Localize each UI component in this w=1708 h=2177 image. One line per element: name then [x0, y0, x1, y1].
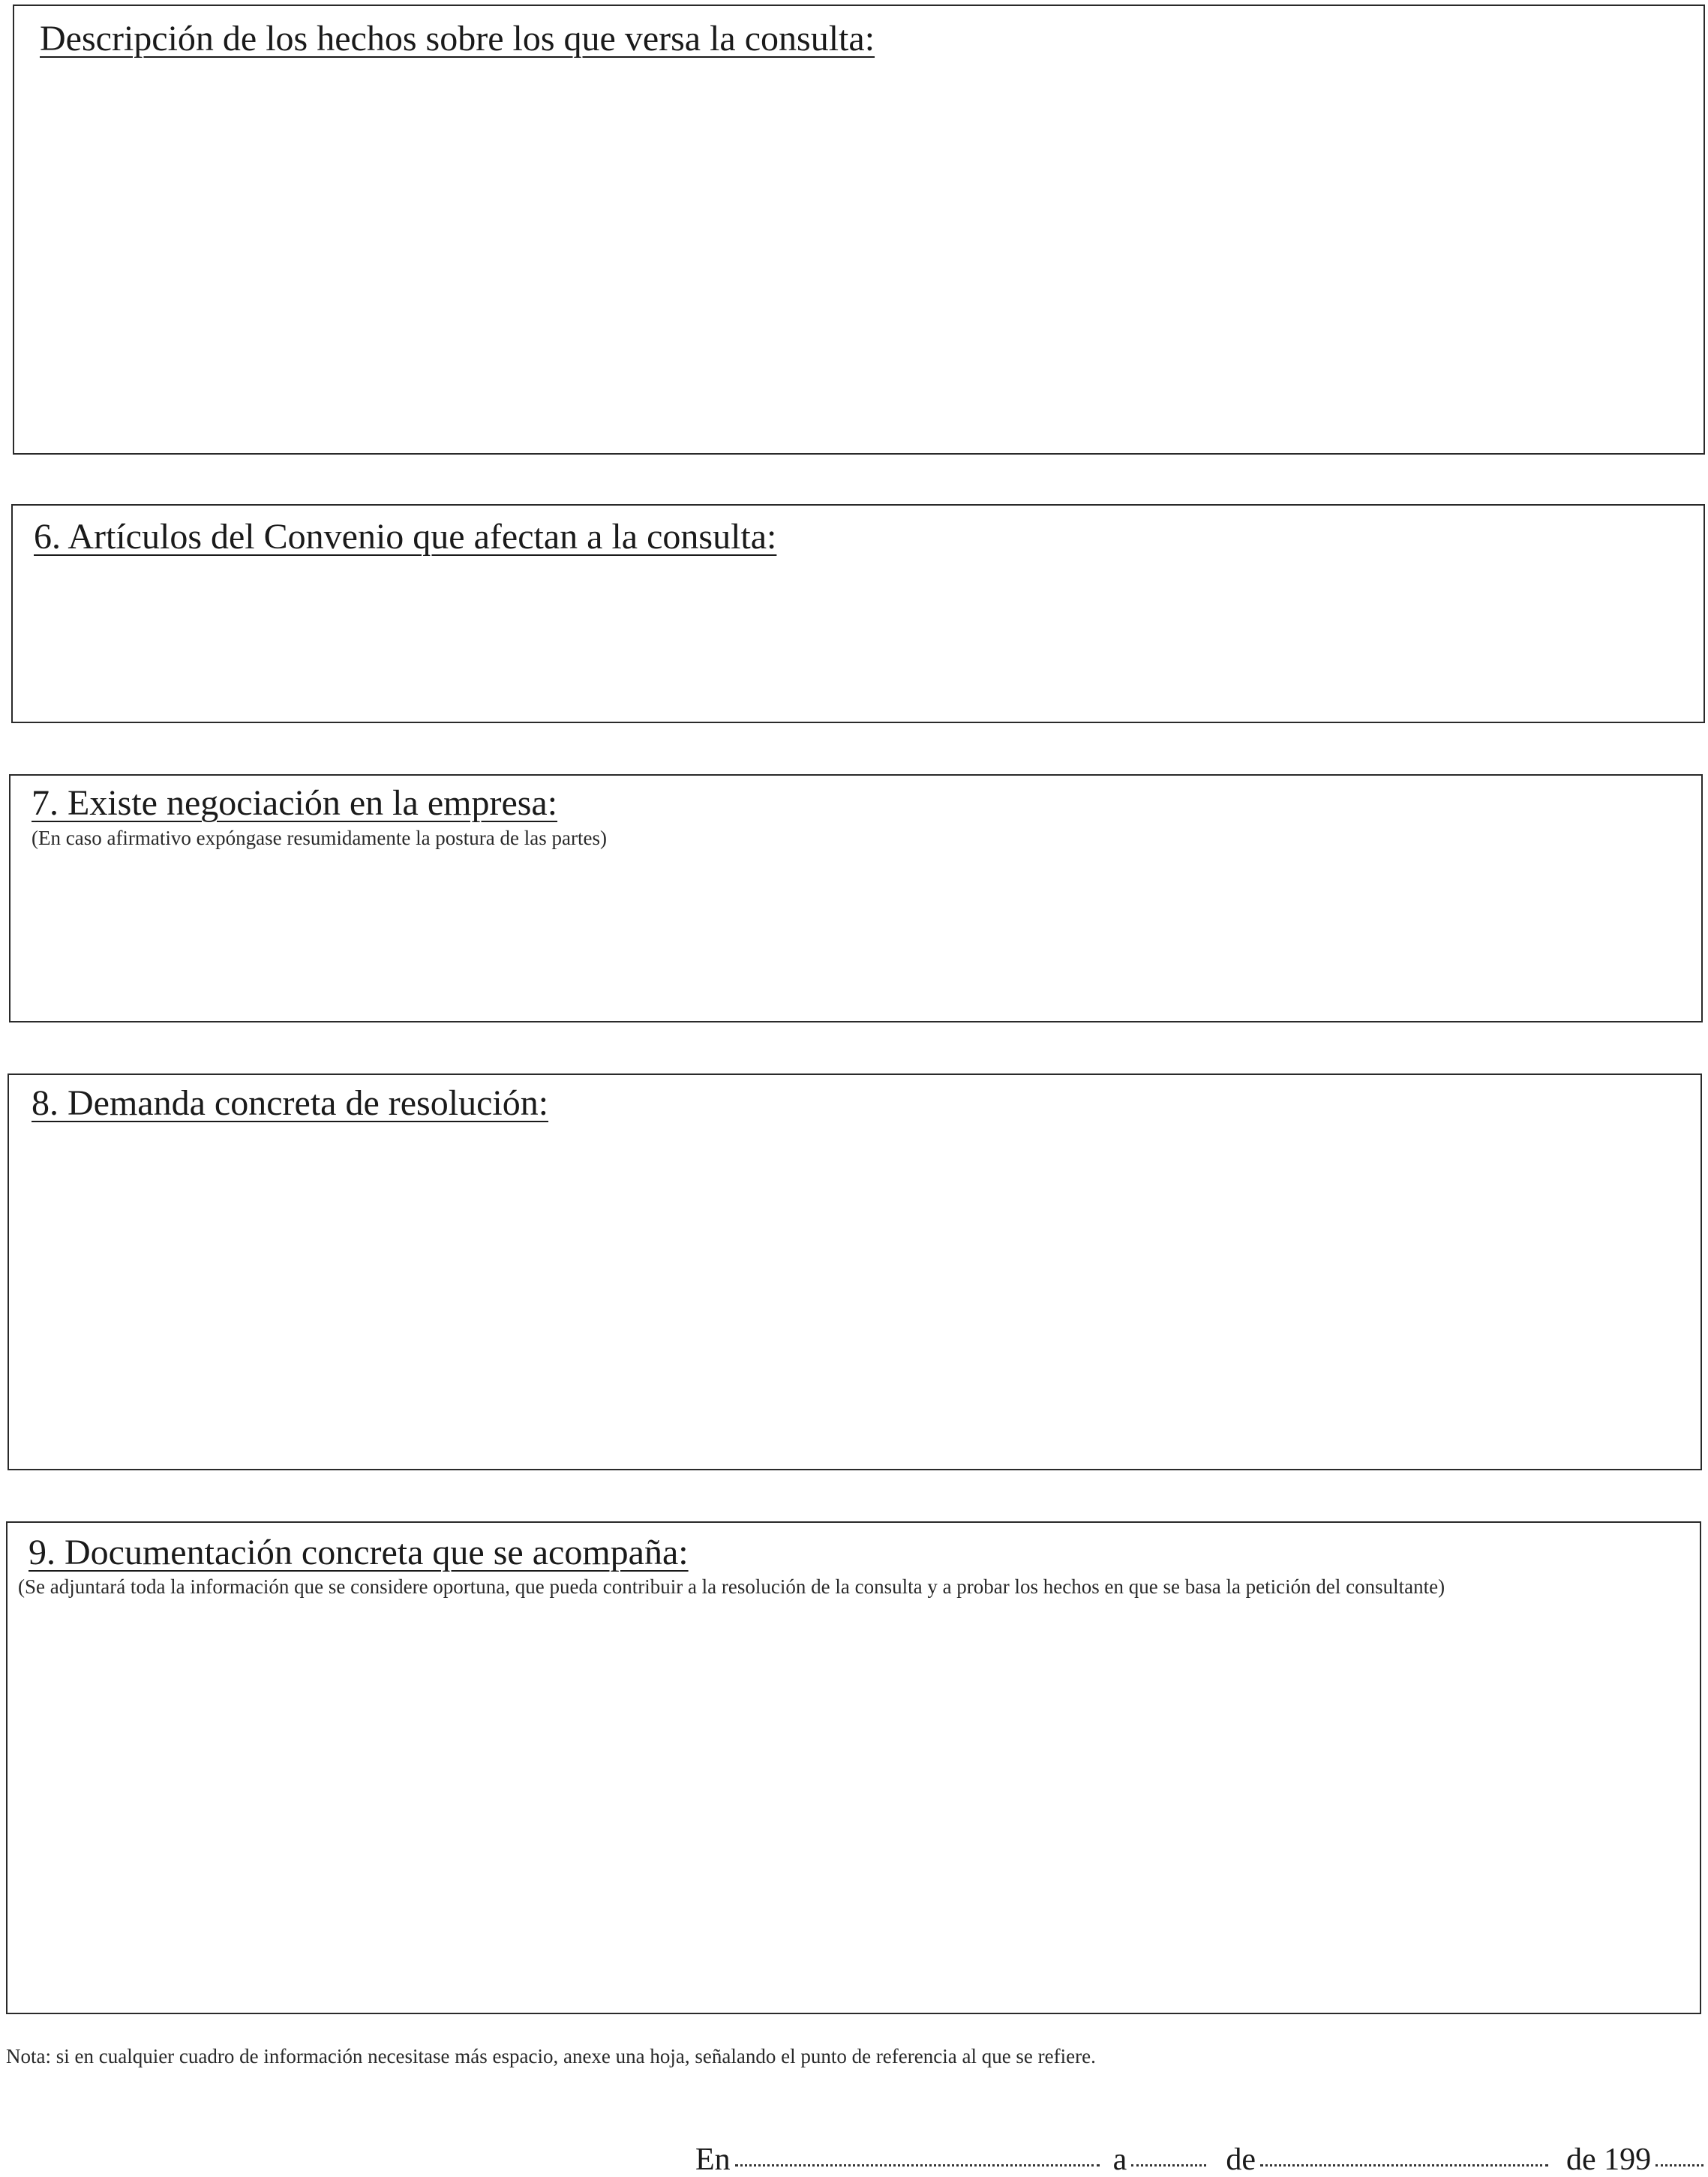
- articulos-box: [11, 504, 1705, 723]
- documentacion-title: 9. Documentación concreta que se acompaña:: [29, 1533, 689, 1572]
- hechos-field[interactable]: [37, 81, 1675, 437]
- demanda-field[interactable]: [32, 1147, 1670, 1450]
- negociacion-note: (En caso afirmativo expóngase resumidamente la postura de las partes): [32, 827, 607, 849]
- documentacion-field[interactable]: [23, 1643, 1676, 1998]
- date-a-label: a: [1112, 2142, 1127, 2177]
- day-field[interactable]: [1131, 2163, 1206, 2166]
- date-year-label: de 199: [1565, 2142, 1652, 2177]
- footer-note: Nota: si en cualquier cuadro de información necesitase más espacio, anexe una hoja, señalando el punto de referencia al que se refiere.: [6, 2045, 1096, 2067]
- demanda-box: [8, 1073, 1702, 1470]
- hechos-title: Descripción de los hechos sobre los que versa la consulta:: [40, 19, 875, 59]
- negociacion-box: [9, 774, 1703, 1022]
- articulos-field[interactable]: [35, 578, 1673, 708]
- articulos-title: 6. Artículos del Convenio que afectan a la consulta:: [34, 517, 777, 557]
- demanda-title: 8. Demanda concreta de resolución:: [32, 1083, 549, 1123]
- year-field[interactable]: [1655, 2163, 1703, 2166]
- documentacion-note: (Se adjuntará toda la información que se considere oportuna, que pueda contribuir a la resolución de la consulta y a probar los hechos en que se basa la petición del consultante): [18, 1575, 1445, 1598]
- date-line: [695, 2144, 1708, 2175]
- negociacion-field[interactable]: [32, 864, 1670, 1010]
- place-field[interactable]: [735, 2163, 1100, 2166]
- date-en-label: En: [695, 2142, 731, 2177]
- hechos-box: [13, 5, 1705, 455]
- date-de-label: de: [1226, 2142, 1256, 2177]
- month-field[interactable]: [1260, 2163, 1548, 2166]
- negociacion-title: 7. Existe negociación en la empresa:: [32, 783, 558, 823]
- documentacion-box: [6, 1521, 1701, 2014]
